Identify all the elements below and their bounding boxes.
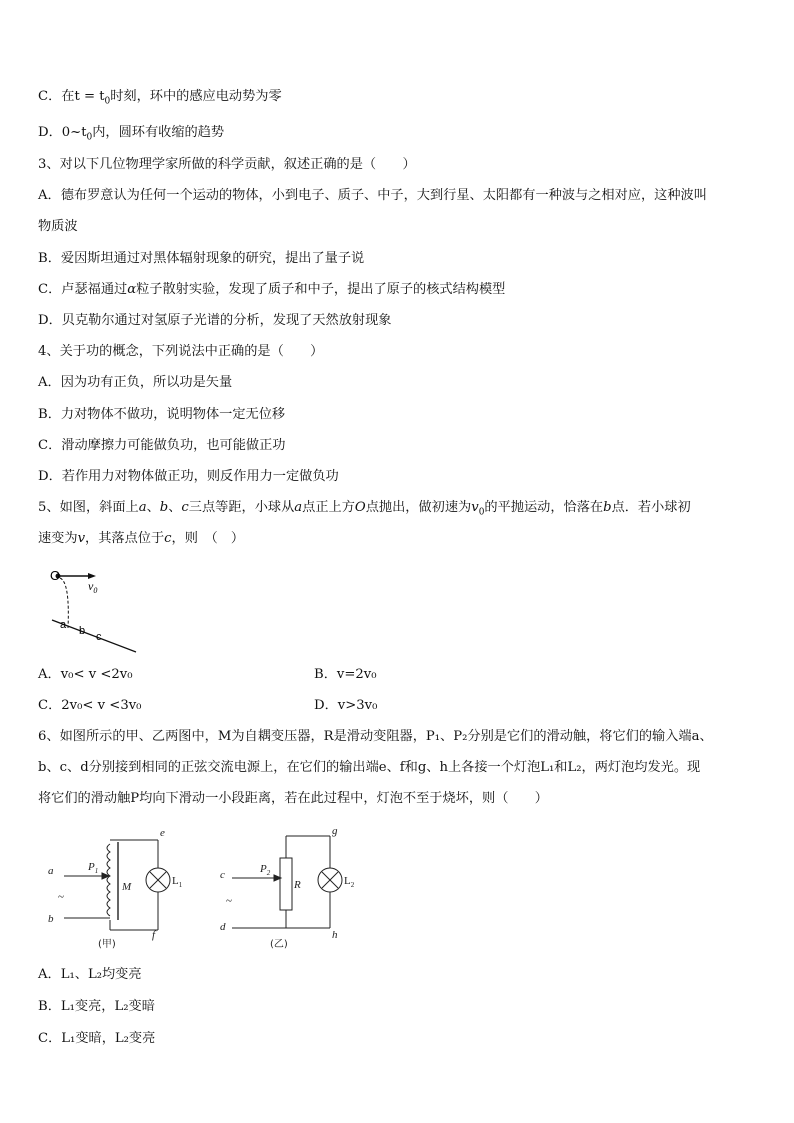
q6-option-b: B．L₁变亮，L₂变暗 bbox=[38, 999, 155, 1014]
q5-text-1: 5、如图，斜面上 bbox=[38, 500, 139, 515]
q4-option-d: D．若作用力对物体做正功，则反作用力一定做负功 bbox=[38, 469, 339, 484]
q5-text-5: 点正上方 bbox=[302, 500, 355, 515]
q5-var-c: c bbox=[181, 500, 189, 515]
q3-option-c-text: C．卢瑟福通过 bbox=[38, 282, 128, 297]
q4-option-a: A．因为功有正负，所以功是矢量 bbox=[38, 375, 233, 390]
q4-option-c: C．滑动摩擦力可能做负功，也可能做正功 bbox=[38, 438, 286, 453]
q5-var-v0-sub: 0 bbox=[478, 507, 485, 518]
caption-jia: (甲) bbox=[98, 939, 116, 950]
q2-option-d bbox=[38, 124, 224, 147]
label-o: O bbox=[50, 568, 61, 583]
q4-stem: 4、关于功的概念，下列说法中正确的是（ ） bbox=[38, 344, 324, 359]
label-a: a bbox=[48, 865, 54, 877]
q4-option-b: B．力对物体不做功，说明物体一定无位移 bbox=[38, 407, 286, 422]
label-l2: $L_2$ bbox=[344, 875, 355, 889]
q5-text-3: 、 bbox=[168, 500, 182, 515]
q5-stem-line2 bbox=[38, 530, 244, 548]
q3-option-c-tail: 粒子散射实验，发现了质子和中子，提出了原子的核式结构模型 bbox=[136, 282, 506, 297]
label-r: R bbox=[294, 879, 301, 891]
q5-var-a2: a bbox=[294, 500, 303, 515]
q5-var-b: b bbox=[159, 500, 169, 515]
q5-text-10: ，其落点位于 bbox=[85, 531, 165, 546]
q2-option-d-sub: 0 bbox=[86, 132, 93, 143]
q5-var-b2: b bbox=[603, 500, 612, 515]
q3-option-d: D．贝克勒尔通过对氢原子光谱的分析，发现了天然放射现象 bbox=[38, 313, 392, 328]
q6-stem-line2: b、c、d分别接到相同的正弦交流电源上，在它们的输出端e、f和g、h上各接一个灯泡L₁和L₂，两灯泡均发光。现 bbox=[38, 760, 701, 775]
q3-option-a-line2: 物质波 bbox=[38, 219, 78, 234]
label-b: b bbox=[79, 625, 86, 637]
label-c: c bbox=[96, 631, 102, 643]
q2-option-c bbox=[38, 88, 282, 111]
q5-option-c: C．2v₀< v <3v₀ bbox=[38, 698, 142, 713]
label-d: d bbox=[220, 921, 226, 933]
label-p1: $P_1$ bbox=[88, 861, 99, 875]
q5-var-c2: c bbox=[164, 531, 172, 546]
q2-option-d-tail: 内，圆环有收缩的趋势 bbox=[92, 125, 225, 140]
label-p2: $P_2$ bbox=[260, 863, 271, 877]
q5-var-v: v bbox=[77, 531, 86, 546]
q2-option-c-text: C．在t = t bbox=[38, 89, 105, 104]
q5-text-2: 、 bbox=[146, 500, 160, 515]
q2-option-c-sub: 0 bbox=[104, 96, 111, 107]
q5-text-8: 点．若小球初 bbox=[611, 500, 691, 515]
coil-winding bbox=[107, 844, 110, 916]
label-a: a bbox=[60, 619, 67, 631]
rheostat-r bbox=[280, 858, 292, 910]
label-b: b bbox=[48, 913, 54, 925]
q3-stem: 3、对以下几位物理学家所做的科学贡献，叙述正确的是（ ） bbox=[38, 157, 416, 172]
q5-option-d: D．v>3v₀ bbox=[314, 698, 378, 713]
q5-text-4: 三点等距，小球从 bbox=[188, 500, 295, 515]
caption-yi: (乙) bbox=[270, 939, 288, 950]
q3-option-b: B．爱因斯坦通过对黑体辐射现象的研究，提出了量子说 bbox=[38, 251, 365, 266]
q5-text-11: ，则 （ ） bbox=[171, 531, 245, 546]
q5-option-a: A．v₀< v <2v₀ bbox=[38, 667, 133, 682]
q2-option-c-tail: 时刻，环中的感应电动势为零 bbox=[110, 89, 282, 104]
label-v0: $v_0$ bbox=[88, 579, 98, 595]
q6-figure-yi bbox=[212, 826, 372, 952]
q2-option-d-text: D．0~t bbox=[38, 125, 87, 140]
label-l1: $L_1$ bbox=[172, 875, 183, 889]
q5-stem-line1 bbox=[38, 499, 691, 522]
q6-option-a: A．L₁、L₂均变亮 bbox=[38, 967, 142, 982]
label-g: g bbox=[332, 826, 338, 837]
q5-var-v0: v bbox=[471, 500, 479, 515]
q5-text-9: 速变为 bbox=[38, 531, 78, 546]
q5-text-6: 点抛出，做初速为 bbox=[365, 500, 472, 515]
label-h: h bbox=[332, 929, 338, 941]
q5-var-o: O bbox=[354, 500, 366, 515]
label-e: e bbox=[160, 827, 165, 839]
q5-var-a: a bbox=[138, 500, 147, 515]
q5-text-7: 的平抛运动，恰落在 bbox=[484, 500, 604, 515]
label-m: M bbox=[122, 881, 132, 893]
label-c: c bbox=[220, 869, 225, 881]
q6-stem-line3: 将它们的滑动触P均向下滑动一小段距离，若在此过程中，灯泡不至于烧坏，则（ ） bbox=[38, 791, 548, 806]
label-f: f bbox=[152, 929, 156, 941]
q6-option-c: C．L₁变暗，L₂变亮 bbox=[38, 1031, 156, 1046]
q3-option-c bbox=[38, 281, 505, 299]
rheostat-circuit bbox=[212, 826, 372, 952]
q5-figure bbox=[44, 564, 144, 660]
q6-stem-line1: 6、如图所示的甲、乙两图中，M为自耦变压器，R是滑动变阻器，P₁、P₂分别是它们的滑动触，将它们的输入端a、 bbox=[38, 729, 713, 744]
ac-source-tilde: ~ bbox=[226, 895, 232, 907]
q6-figure-jia bbox=[40, 826, 200, 952]
alpha-symbol: α bbox=[127, 282, 137, 297]
q3-option-a-line1: A．德布罗意认为任何一个运动的物体，小到电子、质子、中子，大到行星、太阳都有一种波与之相对应，这种波叫 bbox=[38, 188, 707, 203]
ac-source-tilde: ~ bbox=[58, 891, 64, 903]
autotransformer-circuit bbox=[40, 826, 200, 952]
q5-option-b: B．v=2v₀ bbox=[314, 667, 377, 682]
projectile-incline-diagram bbox=[44, 564, 144, 660]
